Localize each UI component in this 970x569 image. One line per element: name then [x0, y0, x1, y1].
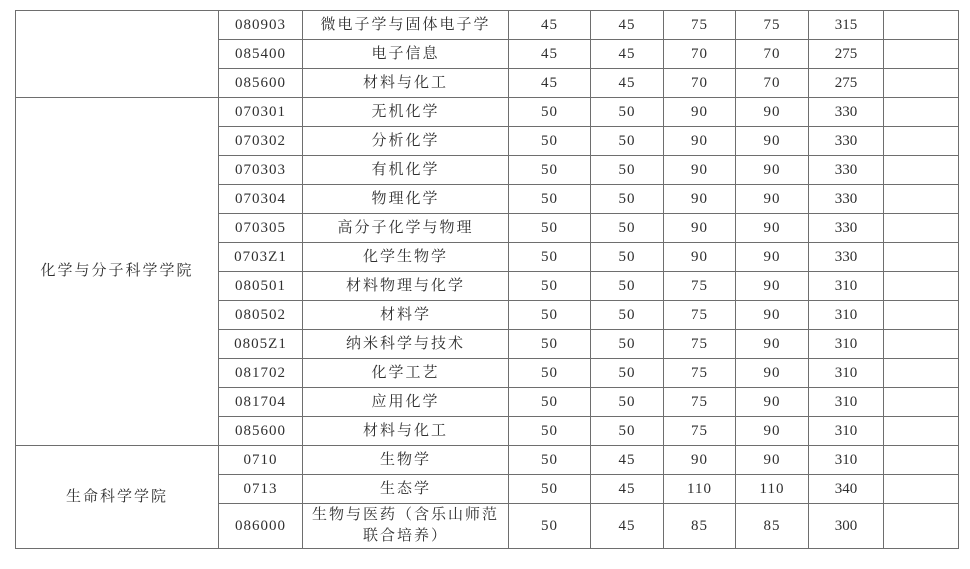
major-name-cell: 微电子学与固体电子学 — [303, 11, 509, 40]
score-cell: 90 — [664, 446, 736, 475]
major-code-cell: 081702 — [219, 359, 303, 388]
total-score-cell: 300 — [809, 504, 884, 549]
score-cell: 90 — [736, 98, 809, 127]
score-cell: 70 — [736, 69, 809, 98]
score-cell: 90 — [736, 214, 809, 243]
score-cell: 90 — [664, 214, 736, 243]
note-cell — [884, 272, 959, 301]
score-cell: 75 — [664, 359, 736, 388]
score-cell: 75 — [664, 417, 736, 446]
score-cell: 90 — [736, 417, 809, 446]
college-cell: 生命科学学院 — [16, 446, 219, 549]
note-cell — [884, 185, 959, 214]
total-score-cell: 310 — [809, 301, 884, 330]
score-cell: 50 — [509, 301, 591, 330]
note-cell — [884, 214, 959, 243]
score-cell: 75 — [664, 272, 736, 301]
score-cell: 45 — [509, 40, 591, 69]
major-name-cell: 电子信息 — [303, 40, 509, 69]
major-name-cell: 分析化学 — [303, 127, 509, 156]
note-cell — [884, 156, 959, 185]
score-cell: 50 — [591, 214, 664, 243]
major-code-cell: 070303 — [219, 156, 303, 185]
score-cell: 45 — [509, 69, 591, 98]
college-cell: 化学与分子科学学院 — [16, 98, 219, 446]
score-cell: 90 — [736, 156, 809, 185]
note-cell — [884, 301, 959, 330]
note-cell — [884, 98, 959, 127]
total-score-cell: 275 — [809, 69, 884, 98]
score-cell: 50 — [509, 359, 591, 388]
total-score-cell: 310 — [809, 417, 884, 446]
total-score-cell: 330 — [809, 185, 884, 214]
total-score-cell: 330 — [809, 127, 884, 156]
score-cell: 90 — [736, 359, 809, 388]
score-cell: 50 — [509, 504, 591, 549]
note-cell — [884, 446, 959, 475]
major-code-cell: 0703Z1 — [219, 243, 303, 272]
note-cell — [884, 69, 959, 98]
score-cell: 50 — [509, 156, 591, 185]
major-name-cell: 生物学 — [303, 446, 509, 475]
score-cell: 45 — [591, 40, 664, 69]
table-row — [16, 446, 959, 475]
score-cell: 50 — [591, 301, 664, 330]
note-cell — [884, 330, 959, 359]
total-score-cell: 315 — [809, 11, 884, 40]
note-cell — [884, 11, 959, 40]
major-name-cell: 无机化学 — [303, 98, 509, 127]
note-cell — [884, 40, 959, 69]
note-cell — [884, 475, 959, 504]
score-cell: 90 — [736, 185, 809, 214]
note-cell — [884, 243, 959, 272]
major-name-cell: 化学生物学 — [303, 243, 509, 272]
score-cell: 45 — [591, 11, 664, 40]
score-cell: 50 — [591, 330, 664, 359]
score-cell: 90 — [736, 388, 809, 417]
note-cell — [884, 127, 959, 156]
score-cell: 90 — [664, 156, 736, 185]
score-cell: 85 — [664, 504, 736, 549]
score-cell: 50 — [509, 446, 591, 475]
score-cell: 90 — [736, 301, 809, 330]
score-cell: 50 — [509, 185, 591, 214]
major-code-cell: 086000 — [219, 504, 303, 549]
major-code-cell: 070304 — [219, 185, 303, 214]
major-name-cell: 有机化学 — [303, 156, 509, 185]
note-cell — [884, 388, 959, 417]
score-cell: 75 — [664, 301, 736, 330]
score-cell: 50 — [591, 272, 664, 301]
score-cell: 70 — [664, 40, 736, 69]
score-cell: 50 — [509, 214, 591, 243]
score-cell: 50 — [591, 388, 664, 417]
major-name-cell: 生态学 — [303, 475, 509, 504]
score-cell: 50 — [509, 98, 591, 127]
total-score-cell: 275 — [809, 40, 884, 69]
major-code-cell: 070302 — [219, 127, 303, 156]
major-name-cell: 材料与化工 — [303, 69, 509, 98]
major-code-cell: 070301 — [219, 98, 303, 127]
major-name-cell: 化学工艺 — [303, 359, 509, 388]
score-cell: 110 — [664, 475, 736, 504]
total-score-cell: 330 — [809, 214, 884, 243]
score-cell: 50 — [509, 330, 591, 359]
score-cell: 90 — [736, 127, 809, 156]
score-cell: 50 — [509, 417, 591, 446]
score-cell: 50 — [509, 127, 591, 156]
score-cell: 50 — [591, 127, 664, 156]
total-score-cell: 310 — [809, 446, 884, 475]
note-cell — [884, 504, 959, 549]
score-cell: 90 — [664, 185, 736, 214]
score-cell: 45 — [591, 504, 664, 549]
total-score-cell: 330 — [809, 156, 884, 185]
score-cell: 50 — [591, 359, 664, 388]
score-cell: 90 — [736, 243, 809, 272]
total-score-cell: 310 — [809, 330, 884, 359]
major-code-cell: 0713 — [219, 475, 303, 504]
score-table — [15, 10, 959, 549]
score-cell: 70 — [664, 69, 736, 98]
major-code-cell: 081704 — [219, 388, 303, 417]
score-cell: 110 — [736, 475, 809, 504]
major-code-cell: 080502 — [219, 301, 303, 330]
major-code-cell: 085600 — [219, 417, 303, 446]
table-row — [16, 98, 959, 127]
score-cell: 90 — [736, 272, 809, 301]
score-cell: 85 — [736, 504, 809, 549]
table-row — [16, 11, 959, 40]
score-cell: 90 — [736, 446, 809, 475]
major-name-cell: 材料物理与化学 — [303, 272, 509, 301]
score-cell: 50 — [591, 417, 664, 446]
score-cell: 50 — [591, 156, 664, 185]
major-name-cell: 高分子化学与物理 — [303, 214, 509, 243]
major-code-cell: 085400 — [219, 40, 303, 69]
score-table-body — [16, 11, 959, 549]
note-cell — [884, 417, 959, 446]
total-score-cell: 310 — [809, 272, 884, 301]
score-cell: 75 — [664, 388, 736, 417]
major-name-cell: 应用化学 — [303, 388, 509, 417]
score-cell: 45 — [509, 11, 591, 40]
score-cell: 50 — [509, 243, 591, 272]
score-cell: 90 — [736, 330, 809, 359]
score-cell: 50 — [591, 243, 664, 272]
score-cell: 50 — [509, 475, 591, 504]
score-cell: 90 — [664, 98, 736, 127]
score-cell: 70 — [736, 40, 809, 69]
score-cell: 45 — [591, 475, 664, 504]
total-score-cell: 330 — [809, 98, 884, 127]
score-cell: 50 — [509, 272, 591, 301]
major-code-cell: 085600 — [219, 69, 303, 98]
total-score-cell: 340 — [809, 475, 884, 504]
major-code-cell: 0805Z1 — [219, 330, 303, 359]
major-code-cell: 080903 — [219, 11, 303, 40]
score-cell: 45 — [591, 69, 664, 98]
score-cell: 50 — [591, 185, 664, 214]
score-cell: 90 — [664, 127, 736, 156]
major-name-cell: 纳米科学与技术 — [303, 330, 509, 359]
major-name-cell: 生物与医药（含乐山师范联合培养） — [303, 504, 509, 549]
score-cell: 45 — [591, 446, 664, 475]
total-score-cell: 310 — [809, 359, 884, 388]
total-score-cell: 330 — [809, 243, 884, 272]
score-cell: 75 — [736, 11, 809, 40]
major-code-cell: 0710 — [219, 446, 303, 475]
note-cell — [884, 359, 959, 388]
college-cell — [16, 11, 219, 98]
major-name-cell: 物理化学 — [303, 185, 509, 214]
major-name-cell: 材料学 — [303, 301, 509, 330]
score-cell: 50 — [591, 98, 664, 127]
score-cell: 75 — [664, 11, 736, 40]
major-name-cell: 材料与化工 — [303, 417, 509, 446]
major-code-cell: 070305 — [219, 214, 303, 243]
total-score-cell: 310 — [809, 388, 884, 417]
score-cell: 90 — [664, 243, 736, 272]
score-cell: 75 — [664, 330, 736, 359]
score-cell: 50 — [509, 388, 591, 417]
major-code-cell: 080501 — [219, 272, 303, 301]
